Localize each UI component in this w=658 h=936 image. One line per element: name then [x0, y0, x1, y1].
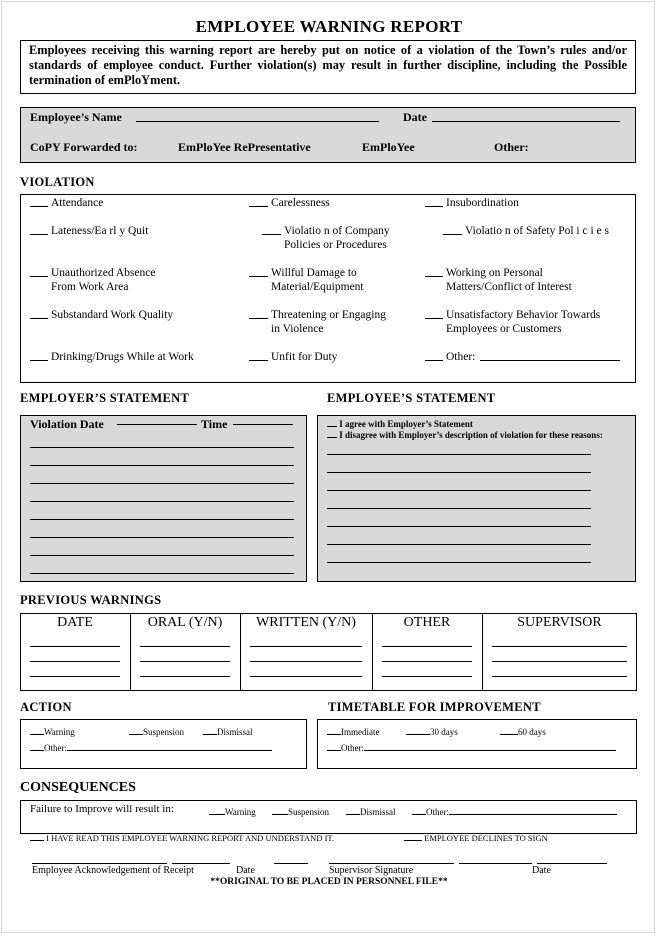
date1-label: Date — [236, 865, 255, 876]
action-heading: ACTION — [20, 700, 72, 714]
copy-forwarded-label: CoPY Forwarded to: — [30, 140, 138, 154]
table-cell-line[interactable] — [30, 661, 120, 662]
violation-item-line: Carelessness — [271, 197, 330, 209]
immediate-text: Immediate — [341, 727, 380, 737]
table-column-header: WRITTEN (Y/N) — [256, 615, 356, 630]
employer-statement-box — [20, 415, 307, 582]
violation-item-line: Other: — [446, 351, 476, 363]
consequences-heading: CONSEQUENCES — [20, 780, 136, 795]
violation-item-line: Attendance — [51, 197, 104, 209]
employer-statement-line[interactable] — [30, 555, 294, 556]
violation-item-text — [51, 224, 148, 238]
action-dismissal-text: Dismissal — [217, 727, 253, 737]
days60-text: 60 days — [518, 727, 546, 737]
table-column-header: ORAL (Y/N) — [147, 615, 223, 630]
violation-item-line: in Violence — [271, 323, 324, 335]
employee-name-label: Employee’s Name — [30, 110, 122, 124]
violation-item-line: Material/Equipment — [271, 281, 364, 293]
cons-dismissal-option[interactable] — [346, 805, 396, 817]
violation-checkbox-line[interactable] — [249, 309, 268, 319]
table-cell-line[interactable] — [250, 646, 362, 647]
timetable-other-text: Other: — [341, 743, 364, 753]
violation-checkbox-line[interactable] — [425, 267, 443, 277]
employer-statement-line[interactable] — [30, 465, 294, 466]
violation-date-field[interactable] — [117, 424, 197, 425]
employee-statement-line[interactable] — [327, 454, 591, 455]
table-cell-line[interactable] — [250, 676, 362, 677]
table-cell-line[interactable] — [250, 661, 362, 662]
employer-statement-line[interactable] — [30, 573, 294, 574]
other-option[interactable]: Other: — [494, 140, 529, 154]
date1-line-a[interactable] — [172, 863, 230, 864]
employee-statement-line[interactable] — [327, 472, 591, 473]
violation-heading: VIOLATION — [20, 175, 95, 189]
violation-item-text — [271, 308, 386, 336]
time-label: Time — [201, 417, 228, 431]
employee-statement-line[interactable] — [327, 490, 591, 491]
violation-checkbox-line[interactable] — [249, 197, 268, 207]
action-dismissal-option[interactable] — [203, 725, 253, 737]
table-cell-line[interactable] — [382, 676, 472, 677]
table-cell-line[interactable] — [140, 661, 230, 662]
date2-line-b[interactable] — [537, 863, 607, 864]
read-statement-text: I HAVE READ THIS EMPLOYEE WARNING REPORT AND UNDERSTAND IT. — [46, 833, 335, 843]
read-statement-option[interactable] — [30, 831, 334, 843]
violation-checkbox-line[interactable] — [30, 309, 48, 319]
table-cell-line[interactable] — [30, 676, 120, 677]
violation-item-line: Unsatisfactory Behavior Towards — [446, 309, 601, 321]
employee-option[interactable]: EmPloYee — [362, 140, 415, 154]
table-cell-line[interactable] — [492, 646, 627, 647]
violation-item-line: Drinking/Drugs While at Work — [51, 351, 194, 363]
disagree-option[interactable] — [327, 428, 603, 440]
cons-warning-option[interactable] — [209, 805, 256, 817]
violation-item-text — [446, 308, 600, 336]
supervisor-signature-label: Supervisor Signature — [329, 865, 414, 876]
employer-statement-line[interactable] — [30, 519, 294, 520]
cons-other-option[interactable] — [412, 805, 617, 817]
violation-checkbox-line[interactable] — [425, 309, 443, 319]
timetable-heading: TIMETABLE FOR IMPROVEMENT — [328, 700, 541, 714]
previous-warnings-heading: PREVIOUS WARNINGS — [20, 593, 162, 607]
violation-checkbox-line[interactable] — [30, 267, 48, 277]
violation-item-line: Threatening or Engaging — [271, 309, 386, 321]
date2-line-a[interactable] — [459, 863, 532, 864]
employee-name-field[interactable] — [136, 115, 379, 122]
table-column-header: OTHER — [403, 615, 451, 630]
table-cell-line[interactable] — [382, 661, 472, 662]
action-box — [20, 719, 307, 769]
employee-info-box — [20, 107, 636, 163]
violation-item-line: From Work Area — [51, 281, 129, 293]
violation-item-text — [51, 196, 103, 210]
failure-label: Failure to Improve will result in: — [30, 803, 174, 815]
violation-checkbox-line[interactable] — [30, 197, 48, 207]
violation-item-text — [446, 196, 519, 210]
supervisor-signature-line[interactable] — [329, 863, 454, 864]
violation-item-text — [271, 350, 337, 364]
violation-item-text — [51, 308, 173, 322]
violation-checkbox-line[interactable] — [249, 351, 268, 361]
violation-item-text — [51, 350, 194, 364]
action-other-text: Other: — [44, 743, 67, 753]
employer-statement-line[interactable] — [30, 501, 294, 502]
cons-warning-text: Warning — [225, 807, 256, 817]
table-cell-line[interactable] — [382, 646, 472, 647]
employee-statement-line[interactable] — [327, 526, 591, 527]
date-label: Date — [403, 110, 427, 124]
table-cell-line[interactable] — [140, 646, 230, 647]
agree-text: I agree with Employer’s Statement — [339, 419, 473, 429]
immediate-option[interactable] — [327, 725, 379, 737]
date2-label: Date — [532, 865, 551, 876]
footer-note: **ORIGINAL TO BE PLACED IN PERSONNEL FILE** — [210, 877, 448, 887]
employee-statement-line[interactable] — [327, 544, 591, 545]
violation-item-line: Willful Damage to — [271, 267, 357, 279]
table-cell-line[interactable] — [492, 676, 627, 677]
days30-option[interactable] — [406, 725, 458, 737]
other-violation-line[interactable] — [480, 351, 620, 361]
violation-item-text — [271, 266, 364, 294]
violation-checkbox-line[interactable] — [425, 351, 443, 361]
action-suspension-option[interactable] — [129, 725, 184, 737]
violation-item-line: Employees or Customers — [446, 323, 562, 335]
table-cell-line[interactable] — [30, 646, 120, 647]
cons-dismissal-text: Dismissal — [360, 807, 396, 817]
violation-checkbox-line[interactable] — [249, 267, 268, 277]
notice-text: Employees receiving this warning report are hereby put on notice of a violation of the Town’s rules and/or standards of employee conduct. Further violation(s) may result in further discipline, including the Possible termination of emPloYment. — [29, 43, 627, 87]
violation-item-line: Matters/Conflict of Interest — [446, 281, 572, 293]
violation-checkbox-line[interactable] — [30, 225, 48, 235]
violation-date-label: Violation Date — [30, 417, 104, 431]
employee-statement-line[interactable] — [327, 508, 591, 509]
page-title: EMPLOYEE WARNING REPORT — [195, 17, 463, 36]
cons-suspension-option[interactable] — [272, 805, 329, 817]
violation-item-text — [284, 224, 390, 252]
violation-item-text — [51, 266, 155, 294]
employee-ack-label: Employee Acknowledgement of Receipt — [32, 865, 194, 876]
employer-statement-line[interactable] — [30, 537, 294, 538]
employer-statement-line[interactable] — [30, 447, 294, 448]
employee-statement-line[interactable] — [327, 562, 591, 563]
employee-rep-option[interactable]: EmPloYee RePresentative — [178, 140, 311, 154]
disagree-text: I disagree with Employer’s description of violation for these reasons: — [339, 430, 603, 440]
employer-statement-line[interactable] — [30, 483, 294, 484]
cons-other-text: Other: — [426, 807, 449, 817]
violation-item-line: Substandard Work Quality — [51, 309, 174, 321]
violation-checkbox-line[interactable] — [30, 351, 48, 361]
violation-item-line: Unauthorized Absence — [51, 267, 156, 279]
violation-checkbox-line[interactable] — [262, 225, 281, 235]
violation-item-text — [446, 350, 475, 364]
violation-item-line: Violatio n of Company — [284, 225, 390, 237]
action-warning-text: Warning — [44, 727, 75, 737]
violation-item-line: Policies or Procedures — [284, 239, 387, 251]
employer-statement-heading: EMPLOYER’S STATEMENT — [20, 391, 190, 405]
cons-suspension-text: Suspension — [288, 807, 330, 817]
employee-statement-box — [317, 415, 636, 582]
consequences-box — [20, 800, 637, 834]
time-field[interactable] — [233, 424, 293, 425]
declines-text: EMPLOYEE DECLINES TO SIGN — [424, 833, 548, 843]
violation-item-text — [271, 196, 330, 210]
table-cell-line[interactable] — [140, 676, 230, 677]
action-other-option[interactable] — [30, 741, 272, 753]
employee-statement-heading: EMPLOYEE’S STATEMENT — [327, 391, 496, 405]
declines-option[interactable] — [404, 831, 548, 843]
action-suspension-text: Suspension — [143, 727, 185, 737]
table-cell-line[interactable] — [492, 661, 627, 662]
employee-signature-line[interactable] — [32, 863, 167, 864]
timetable-other-option[interactable] — [327, 741, 616, 753]
violation-checkbox-line[interactable] — [443, 225, 462, 235]
table-column-header: SUPERVISOR — [517, 615, 602, 630]
notice-box — [20, 40, 636, 94]
days60-option[interactable] — [500, 725, 546, 737]
violation-item-line: Insubordination — [446, 197, 519, 209]
date-field[interactable] — [432, 115, 620, 122]
violation-item-line: Unfit for Duty — [271, 351, 338, 363]
action-warning-option[interactable] — [30, 725, 75, 737]
violation-item-line: Lateness/Ea rl y Quit — [51, 225, 149, 237]
violation-item-text — [446, 266, 572, 294]
violation-item-line: Working on Personal — [446, 267, 543, 279]
violation-item-line: Violatio n of Safety Pol i c i e s — [465, 225, 609, 237]
date1-line-b[interactable] — [274, 863, 308, 864]
timetable-box — [317, 719, 637, 769]
violation-item-text — [465, 224, 609, 238]
table-column-header: DATE — [57, 615, 93, 630]
violation-checkbox-line[interactable] — [425, 197, 443, 207]
days30-text: 30 days — [430, 727, 458, 737]
